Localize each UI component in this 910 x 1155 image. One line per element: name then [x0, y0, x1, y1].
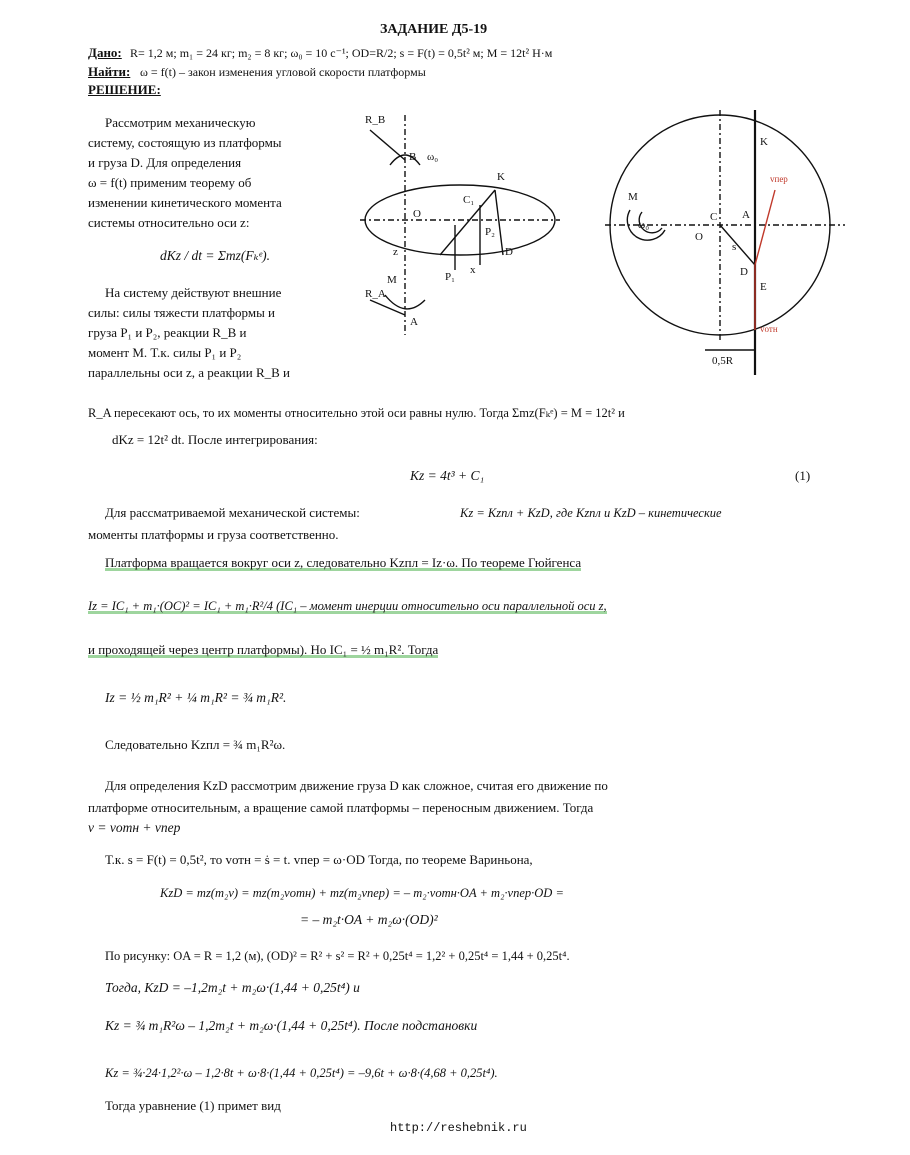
equation-kz-substituted: Kz = ¾·24·1,2²·ω – 1,2·8t + ω·8·(1,44 + 0,25t⁴) = –9,6t + ω·8·(4,68 + 0,25t⁴).	[105, 1066, 498, 1080]
equation-kinetic-moment-theorem: dKz / dt = Σmz(Fₖᵉ).	[160, 248, 270, 263]
equation-varignon-1: KzD = mz(m₂v) = mz(m₂vотн) + mz(m₂vпер) = – m₂·vотн·OA + m₂·vпер·OD =	[160, 886, 564, 900]
fig-label-p1: P₁	[445, 271, 455, 283]
v-per-vector	[755, 190, 775, 265]
footer-url: http://reshebnik.ru	[390, 1121, 527, 1135]
equation-varignon-2: = – m₂t·OA + m₂ω·(OD)²	[300, 912, 438, 927]
fig-label-k: K	[497, 171, 505, 183]
fig-label-rb: R_B	[365, 114, 386, 126]
equation-iz: Iz = ½ m₁R² + ¼ m₁R² = ¾ m₁R².	[105, 690, 287, 705]
para1-line: ω = f(t) применим теорему об	[88, 175, 252, 190]
equation-system-moment: Kz = Kzпл + KzD, где Kzпл и KzD – кинетические	[460, 506, 722, 520]
fig-top-label-half-r: 0,5R	[712, 355, 734, 367]
equation-k-platform: Следовательно Kzпл = ¾ m₁R²ω.	[105, 737, 286, 752]
fig-top-label-d: D	[740, 266, 748, 278]
text-line-reactions: R_A пересекают ось, то их моменты относительно этой оси равны нулю. Тогда Σmz(Fₖᵉ) = M = 12t² и	[88, 406, 625, 420]
given-text: R= 1,2 м; m₁ = 24 кг; m₂ = 8 кг; ω₀ = 10 с⁻¹; OD=R/2; s = F(t) = 0,5t² м; M = 12t² Н·м	[130, 46, 553, 60]
para3-line: v = vотн + vпер	[88, 820, 181, 835]
fig-label-x: x	[470, 264, 476, 276]
page-title: ЗАДАНИЕ Д5-19	[380, 22, 488, 37]
para3-line: платформе относительным, а вращение самой платформы – переносным движением. Тогда	[88, 800, 594, 815]
equation-1-number: (1)	[795, 468, 811, 483]
para1-line: системы относительно оси z:	[88, 215, 250, 230]
text-line-moments: моменты платформы и груза соответственно.	[88, 527, 339, 542]
fig-top-label-k: K	[760, 136, 768, 148]
fig-label-b: B	[409, 151, 417, 163]
text-line-center: и проходящей через центр платформы). Но IC₁ = ½ m₁R². Тогда	[88, 642, 439, 657]
fig-label-omega0: ω₀	[427, 151, 439, 163]
text-line-last: Тогда уравнение (1) примет вид	[105, 1098, 281, 1113]
text-line-dk: dKz = 12t² dt. После интегрирования:	[112, 432, 318, 447]
para3-line: Для определения KzD рассмотрим движение груза D как сложное, считая его движение по	[105, 778, 608, 793]
fig-top-label-o: O	[695, 231, 703, 243]
fig-label-p2: P₂	[485, 226, 495, 238]
fig-top-label-m: M	[628, 191, 638, 203]
para1-line: Рассмотрим механическую	[105, 115, 256, 130]
fig-label-o: O	[413, 208, 421, 220]
para1-line: систему, состоящую из платформы	[88, 135, 282, 150]
text-line-velocities: Т.к. s = F(t) = 0,5t², то vотн = ṡ = t. vпер = ω·OD Тогда, по теореме Вариньона,	[105, 852, 533, 867]
rod-line	[495, 190, 503, 255]
para1-line: и груза D. Для определения	[88, 155, 242, 170]
para2-line: груза P₁ и P₂, реакции R_B и	[88, 325, 247, 340]
fig-top-label-c: C	[710, 211, 718, 223]
fig-top-label-s: s	[732, 241, 737, 253]
figure-top-view	[600, 100, 860, 380]
para2-line: параллельны оси z, а реакции R_B и	[88, 365, 290, 380]
text-line-figure: По рисунку: OA = R = 1,2 (м), (OD)² = R² + s² = R² + 0,25t⁴ = 1,2² + 0,25t⁴ = 1,44 + 0,25t⁴.	[105, 949, 570, 963]
equation-1: Kz = 4t³ + C₁	[410, 468, 485, 483]
equation-kz: Kz = ¾ m₁R²ω – 1,2m₂t + m₂ω·(1,44 + 0,25t⁴). После подстановки	[105, 1018, 478, 1033]
fig-top-label-a: A	[742, 209, 750, 221]
find-label: Найти:	[88, 64, 131, 79]
para1-line: изменении кинетического момента	[88, 195, 282, 210]
equation-kd: Тогда, KzD = –1,2m₂t + m₂ω·(1,44 + 0,25t⁴) и	[105, 980, 360, 995]
para2-line: силы: силы тяжести платформы и	[88, 305, 276, 320]
fig-label-m: M	[387, 274, 397, 286]
figure-side-view	[345, 105, 575, 355]
given-label: Дано:	[88, 45, 122, 60]
text-line-rotation: Платформа вращается вокруг оси z, следовательно Kzпл = Iz·ω. По теореме Гюйгенса	[105, 555, 582, 570]
fig-label-c1: C₁	[463, 194, 475, 206]
fig-label-ra: R_A	[365, 288, 386, 300]
fig-top-label-vper: vпер	[770, 174, 788, 184]
para2-line: На систему действуют внешние	[105, 285, 282, 300]
find-text: ω = f(t) – закон изменения угловой скорости платформы	[140, 65, 426, 79]
text-line-system: Для рассматриваемой механической системы:	[105, 505, 360, 520]
equation-huygens: Iz = IC₁ + m₁·(OC)² = IC₁ + m₁·R²/4 (IC₁ – момент инерции относительно оси параллельной оси z,	[88, 599, 607, 613]
para2-line: момент M. Т.к. силы P₁ и P₂	[88, 345, 242, 360]
fig-label-a: A	[410, 316, 418, 328]
fig-top-label-omega: ω₀	[638, 219, 650, 231]
od-segment	[720, 225, 755, 265]
fig-label-z: z	[393, 246, 398, 258]
fig-label-d: D	[505, 246, 513, 258]
fig-top-label-e: E	[760, 281, 767, 293]
solution-label: РЕШЕНИЕ:	[88, 82, 161, 97]
fig-top-label-votn: vотн	[760, 324, 778, 334]
